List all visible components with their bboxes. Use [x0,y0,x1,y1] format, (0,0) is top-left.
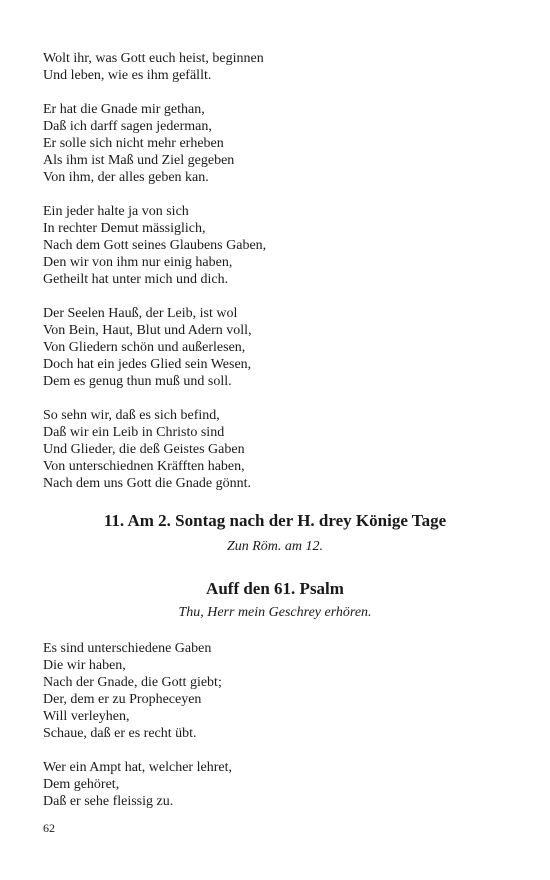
poem-line: Nach dem Gott seines Glaubens Gaben, [43,238,267,253]
stanza [43,640,503,742]
poem-line: Als ihm ist Maß und Ziel gegeben [43,153,235,168]
poem-line: Und Glieder, die deß Geistes Gaben [43,442,245,457]
poem-line: Von ihm, der alles geben kan. [43,170,209,185]
poem-line: Ein jeder halte ja von sich [43,204,189,219]
stanza [43,759,503,810]
psalm-subheading-block [0,604,550,622]
poem-line: Von Bein, Haut, Blut und Adern voll, [43,323,252,338]
section-subheading: Zun Röm. am 12. [226,539,324,554]
poem-line: Er solle sich nicht mehr erheben [43,136,224,151]
poem-line: Nach dem uns Gott die Gnade gönnt. [43,476,252,491]
stanza [43,50,503,84]
poem-line: Und leben, wie es ihm gefällt. [43,68,212,83]
poem-line: In rechter Demut mässiglich, [43,221,206,236]
stanza [43,305,503,390]
psalm-heading-block [0,578,550,600]
poem-line: Dem gehöret, [43,777,120,792]
poem-line: Daß wir ein Leib in Christo sind [43,425,225,440]
poem-line: Daß er sehe fleissig zu. [43,794,174,809]
poem-line: Von unterschiednen Kräfften haben, [43,459,245,474]
poem-line: Die wir haben, [43,658,126,673]
poem-line: Will verleyhen, [43,709,130,724]
poem-line: Er hat die Gnade mir gethan, [43,102,205,117]
stanza [43,101,503,186]
poem-line: Nach der Gnade, die Gott giebt; [43,675,222,690]
poem-line: Wer ein Ampt hat, welcher lehret, [43,760,232,775]
poem-line: Getheilt hat unter mich und dich. [43,272,229,287]
page-number: 62 [43,821,55,835]
poem-line: Es sind unterschiedene Gaben [43,641,212,656]
section-heading-block [0,510,550,532]
poem-line: Doch hat ein jedes Glied sein Wesen, [43,357,252,372]
psalm-melody-note: Thu, Herr mein Geschrey erhören. [178,605,372,620]
poem-line: Dem es genug thun muß und soll. [43,374,232,389]
poem-line: So sehn wir, daß es sich befind, [43,408,220,423]
section-subheading-block [0,538,550,556]
poem-line: Der, dem er zu Propheceyen [43,692,202,707]
poem-line: Daß ich darff sagen jederman, [43,119,212,134]
poem-line: Wolt ihr, was Gott euch heist, beginnen [43,51,264,66]
section-heading: 11. Am 2. Sontag nach der H. drey Könige Tage [103,511,447,530]
stanza [43,407,503,492]
poem-stanzas-bottom [43,640,503,827]
poem-line: Von Gliedern schön und außerlesen, [43,340,246,355]
poem-stanzas-top [43,50,503,509]
poem-line: Der Seelen Hauß, der Leib, ist wol [43,306,238,321]
psalm-heading: Auff den 61. Psalm [206,579,344,598]
poem-line: Schaue, daß er es recht übt. [43,726,197,741]
poem-line: Den wir von ihm nur einig haben, [43,255,233,270]
stanza [43,203,503,288]
